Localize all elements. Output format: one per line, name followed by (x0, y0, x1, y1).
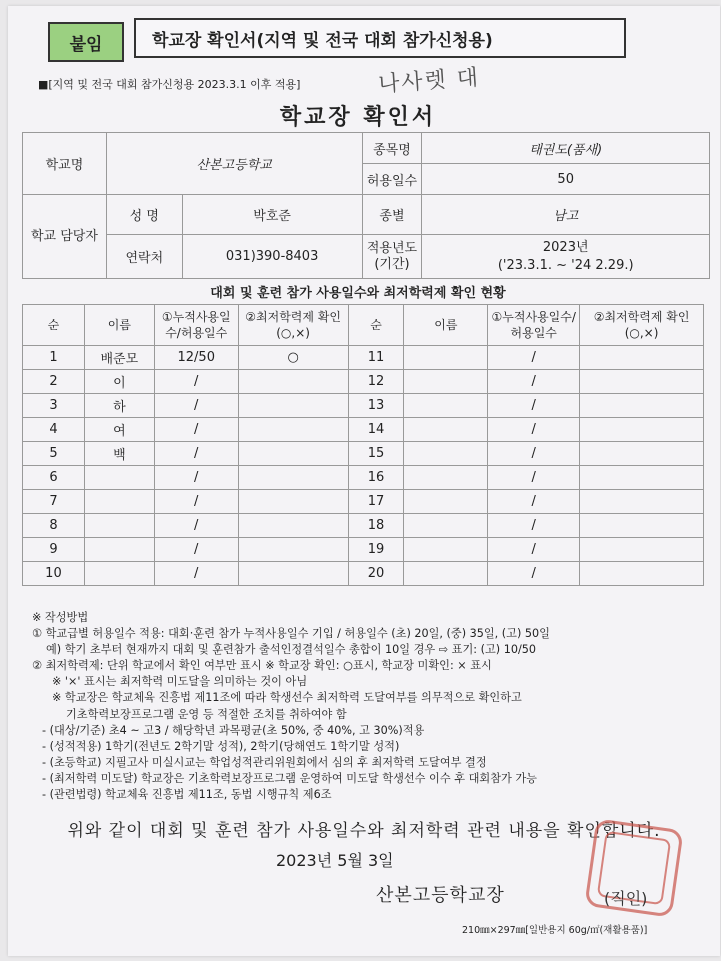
student-name-right (404, 562, 488, 586)
min-check-right (580, 394, 704, 418)
min-check (238, 370, 348, 394)
contact-value: 031)390-8403 (182, 235, 362, 279)
row-no: 1 (23, 346, 85, 370)
school-label: 학교명 (23, 133, 107, 195)
event-value: 태권도(품새) (422, 133, 710, 164)
confirmation-statement: 위와 같이 대회 및 훈련 참가 사용일수와 최저학력 관련 내용을 확인합니다. (67, 821, 661, 841)
student-table (22, 304, 704, 586)
row-no-right: 11 (348, 346, 404, 370)
student-name (84, 538, 154, 562)
table-row (23, 442, 704, 466)
min-check-right (580, 538, 704, 562)
student-name-right (404, 394, 488, 418)
table-row (23, 394, 704, 418)
min-check (238, 490, 348, 514)
year-value: 2023년 (542, 239, 589, 255)
student-name (84, 514, 154, 538)
student-name: 하 (84, 394, 154, 418)
row-no-right: 12 (348, 370, 404, 394)
table-row (23, 562, 704, 586)
row-no-right: 15 (348, 442, 404, 466)
days-used-right: / (488, 562, 580, 586)
school-value: 산본고등학교 (106, 133, 362, 195)
note-line: - (성적적용) 1학기(전년도 2학기말 성적), 2학기(당해연도 1학기말 성적) (42, 739, 400, 753)
days-used-right: / (488, 538, 580, 562)
handwritten-note: 나사렛 대 (377, 65, 481, 98)
name-value: 박호준 (182, 195, 362, 235)
days-used-right: / (488, 370, 580, 394)
table-header-row (23, 305, 704, 346)
days-used: 12/50 (154, 346, 238, 370)
table-row (23, 346, 704, 370)
min-check (238, 394, 348, 418)
note-line: ※ 작성방법 (32, 611, 89, 624)
info-table (22, 132, 710, 279)
year-cell (422, 235, 710, 279)
student-name-right (404, 370, 488, 394)
row-no: 4 (23, 418, 85, 442)
section-title: 대회 및 훈련 참가 사용일수와 최저학력제 확인 현황 (210, 286, 506, 301)
contact-label: 연락처 (106, 235, 182, 279)
table-body (23, 346, 704, 586)
table-row (23, 538, 704, 562)
student-name: 여 (84, 418, 154, 442)
header-min-right: ②최저학력제 확인(○,×) (580, 305, 704, 346)
days-used-right: / (488, 346, 580, 370)
row-no-right: 13 (348, 394, 404, 418)
student-name-right (404, 514, 488, 538)
days-used: / (154, 538, 238, 562)
days-used: / (154, 562, 238, 586)
row-no: 7 (23, 490, 85, 514)
days-used: / (154, 442, 238, 466)
row-no: 6 (23, 466, 85, 490)
row-no: 8 (23, 514, 85, 538)
row-no: 5 (23, 442, 85, 466)
days-used-right: / (488, 394, 580, 418)
header-name: 이름 (84, 305, 154, 346)
student-name-right (404, 466, 488, 490)
note-line: 예) 학기 초부터 현재까지 대회 및 훈련참가 출석인정결석일수 총합이 10일 경우 ⇨ 표기: (고) 10/50 (46, 643, 536, 657)
student-name-right (404, 418, 488, 442)
row-no: 10 (23, 562, 85, 586)
writing-instructions (32, 610, 692, 803)
min-check (238, 442, 348, 466)
days-used: / (154, 466, 238, 490)
note-line: ② 최저학력제: 단위 학교에서 확인 여부만 표시 ※ 학교장 확인: ○표시, 학교장 미확인: × 표시 (32, 659, 492, 673)
days-used: / (154, 370, 238, 394)
min-check (238, 538, 348, 562)
min-check (238, 562, 348, 586)
year-label: 적용년도 (기간) (362, 235, 422, 279)
student-name-right (404, 538, 488, 562)
row-no-right: 14 (348, 418, 404, 442)
header-title-box: 학교장 확인서(지역 및 전국 대회 참가신청용) (134, 18, 626, 58)
row-no-right: 20 (348, 562, 404, 586)
header-days: ①누적사용일수/허용일수 (154, 305, 238, 346)
days-used-right: / (488, 490, 580, 514)
days-value: 50 (422, 164, 710, 195)
note-line: ① 학교급별 허용일수 적용: 대회·훈련 참가 누적사용일수 기입 / 허용일수 (초) 20일, (중) 35일, (고) 50일 (32, 627, 550, 641)
manager-label: 학교 담당자 (23, 195, 107, 279)
student-name (84, 466, 154, 490)
row-no-right: 17 (348, 490, 404, 514)
category-label: 종별 (362, 195, 422, 235)
student-name: 이 (84, 370, 154, 394)
min-check (238, 466, 348, 490)
name-label: 성 명 (106, 195, 182, 235)
days-used-right: / (488, 442, 580, 466)
days-used: / (154, 394, 238, 418)
note-line: - (대상/기준) 초4 ~ 고3 / 해당학년 과목평균(초 50%, 중 40%, 고 30%)적용 (42, 723, 425, 737)
row-no: 9 (23, 538, 85, 562)
note-line: 기초학력보장프로그램 운영 등 적절한 조치를 취하여야 함 (66, 707, 347, 721)
header-days-right: ①누적사용일수/허용일수 (488, 305, 580, 346)
days-used: / (154, 490, 238, 514)
student-name-right (404, 490, 488, 514)
student-name (84, 490, 154, 514)
student-name (84, 562, 154, 586)
header-min: ②최저학력제 확인(○,×) (238, 305, 348, 346)
min-check (238, 514, 348, 538)
min-check-right (580, 514, 704, 538)
min-check-right (580, 466, 704, 490)
period-value: ('23.3.1. ~ '24 2.29.) (497, 257, 634, 273)
days-used-right: / (488, 466, 580, 490)
row-no: 2 (23, 370, 85, 394)
days-label: 허용일수 (362, 164, 422, 195)
header-name-right: 이름 (404, 305, 488, 346)
paper-spec-footer: 210㎜×297㎜[일반용지 60g/㎡(재활용품)] (462, 925, 648, 936)
days-used: / (154, 514, 238, 538)
min-check-right (580, 442, 704, 466)
note-line: - (최저학력 미도달) 학교장은 기초학력보장프로그램 운영하여 미도달 학생선수 이수 후 대회참가 가능 (42, 771, 537, 785)
note-line: - (초등학교) 지필고사 미실시교는 학업성적관리위원회에서 심의 후 최저학력 도달여부 결정 (42, 755, 487, 769)
min-check (238, 418, 348, 442)
days-used-right: / (488, 418, 580, 442)
row-no-right: 19 (348, 538, 404, 562)
student-name: 배준모 (84, 346, 154, 370)
table-row (23, 418, 704, 442)
student-name: 백 (84, 442, 154, 466)
days-used: / (154, 418, 238, 442)
category-value: 남고 (422, 195, 710, 235)
table-row (23, 490, 704, 514)
min-check-right (580, 346, 704, 370)
document-page (8, 6, 720, 956)
note-line: ※ 학교장은 학교체육 진흥법 제11조에 따라 학생선수 최저학력 도달여부를 의무적으로 확인하고 (52, 691, 522, 705)
header-no: 순 (23, 305, 85, 346)
min-check-right (580, 370, 704, 394)
row-no-right: 18 (348, 514, 404, 538)
header-no-right: 순 (348, 305, 404, 346)
days-used-right: / (488, 514, 580, 538)
signer-name: 산본고등학교장 (376, 885, 505, 906)
seal-label: (직인) (604, 889, 648, 908)
table-row (23, 466, 704, 490)
min-check-right (580, 562, 704, 586)
note-line: - (관련법령) 학교체육 진흥법 제11조, 동법 시행규칙 제6조 (42, 788, 332, 802)
document-title: 학교장 확인서 (279, 105, 437, 130)
table-row (23, 370, 704, 394)
min-check-right (580, 490, 704, 514)
attachment-badge: 붙임 (48, 22, 124, 62)
application-note: ■[지역 및 전국 대회 참가신청용 2023.3.1 이후 적용] (38, 78, 301, 91)
issue-date: 2023년 5월 3일 (276, 851, 394, 870)
event-label: 종목명 (362, 133, 422, 164)
min-check-right (580, 418, 704, 442)
student-name-right (404, 442, 488, 466)
row-no-right: 16 (348, 466, 404, 490)
note-line: ※ '×' 표시는 최저학력 미도달을 의미하는 것이 아님 (52, 675, 308, 689)
table-row (23, 514, 704, 538)
min-check: ○ (238, 346, 348, 370)
row-no: 3 (23, 394, 85, 418)
student-name-right (404, 346, 488, 370)
